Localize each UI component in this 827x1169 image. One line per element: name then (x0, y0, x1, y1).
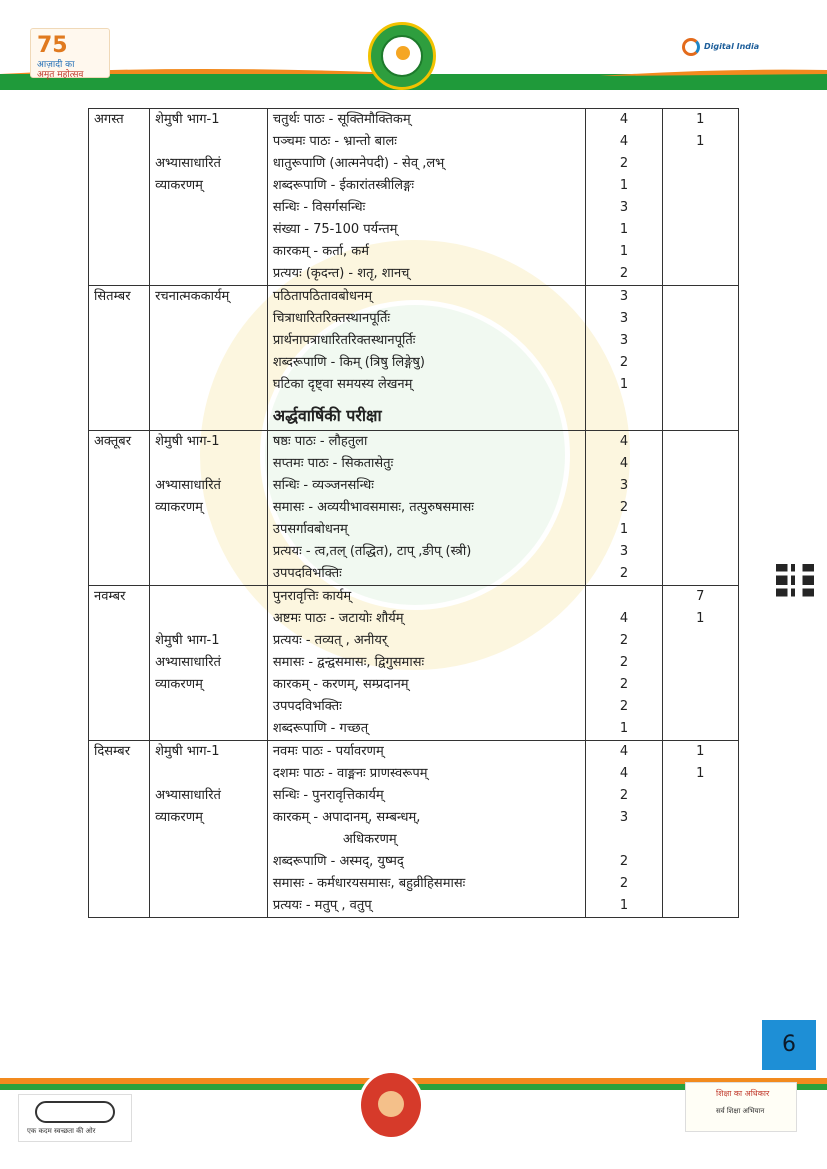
swachh-bharat-logo: एक कदम स्वच्छता की ओर (18, 1094, 132, 1142)
extra-cell (662, 431, 738, 586)
month-cell: नवम्बर (89, 586, 150, 741)
digital-india-logo: Digital India (680, 36, 770, 66)
topic-cell: पुनरावृत्तिः कार्यम् अष्टमः पाठः - जटायोः शौर्यम् प्रत्ययः - तव्यत् , अनीयर् समासः - द्वन्द्वसमासः, द्विगुसमासः कारकम् - करणम्, सम्प्रदानम् उपपदविभक्तिः शब्दरूपाणि - गच्छत् (267, 586, 585, 741)
half-yearly-exam-heading: अर्द्धवार्षिकी परीक्षा (272, 406, 382, 425)
topic-cell: षष्ठः पाठः - लौहतुला सप्तमः पाठः - सिकतासेतुः सन्धिः - व्यञ्जनसन्धिः समासः - अव्ययीभावसमासः, तत्पुरुषसमासः उपसर्गावबोधनम् प्रत्ययः - त्व,तल् (तद्धित), टाप् ,ङीप् (स्त्री) उपपदविभक्तिः (267, 431, 585, 586)
month-cell: सितम्बर (89, 286, 150, 431)
periods-cell: 4 4 2 3 2 2 1 (586, 741, 662, 918)
book-cell: शेमुषी भाग-1 अभ्यासाधारितं व्याकरणम् (150, 586, 268, 741)
beti-bachao-logo (358, 1070, 424, 1140)
month-cell: अक्तूबर (89, 431, 150, 586)
periods-cell: 4 4 2 1 3 1 1 2 (586, 109, 662, 286)
extra-cell: 1 1 (662, 741, 738, 918)
table-row-october (89, 431, 739, 586)
month-cell: अगस्त (89, 109, 150, 286)
extra-cell (662, 286, 738, 431)
table-row-august (89, 109, 739, 286)
page-number: 6 (762, 1020, 816, 1070)
table-row-november (89, 586, 739, 741)
table-row-december (89, 741, 739, 918)
periods-cell: 4 2 2 2 2 1 (586, 586, 662, 741)
shiksha-ka-adhikar-logo: शिक्षा का अधिकार सर्व शिक्षा अभियान (685, 1082, 797, 1132)
month-cell: दिसम्बर (89, 741, 150, 918)
topic-cell: चतुर्थः पाठः - सूक्तिमौक्तिकम् पञ्चमः पाठः - भ्रान्तो बालः धातुरूपाणि (आत्मनेपदी) - सेव् ,लभ् शब्दरूपाणि - ईकारांतस्त्रीलिङ्गः सन्धिः - विसर्गसन्धिः संख्या - 75-100 पर्यन्तम् कारकम् - कर्ता, कर्म प्रत्ययः (कृदन्त) - शतृ, शानच् (267, 109, 585, 286)
periods-cell: 4 4 3 2 1 3 2 (586, 431, 662, 586)
topic-cell: पठितापठितावबोधनम् चित्राधारितरिक्तस्थानपूर्तिः प्रार्थनापत्राधारितरिक्तस्थानपूर्तिः शब्दरूपाणि - किम् (त्रिषु लिङ्गेषु) घटिका दृष्ट्वा समयस्य लेखनम् अर्द्धवार्षिकी परीक्षा (267, 286, 585, 431)
table-row-september (89, 286, 739, 431)
qr-code (776, 564, 814, 602)
book-cell: शेमुषी भाग-1 अभ्यासाधारितं व्याकरणम् (150, 109, 268, 286)
book-cell: रचनात्मककार्यम् (150, 286, 268, 431)
board-emblem-logo (368, 22, 436, 90)
book-cell: शेमुषी भाग-1 अभ्यासाधारितं व्याकरणम् (150, 741, 268, 918)
extra-cell: 1 1 (662, 109, 738, 286)
topic-cell: नवमः पाठः - पर्यावरणम् दशमः पाठः - वाङ्मनः प्राणस्वरूपम् सन्धिः - पुनरावृत्तिकार्यम् कारकम् - अपादानम्, सम्बन्धम्, अधिकरणम् शब्दरूपाणि - अस्मद्, युष्मद् समासः - कर्मधारयसमासः, बहुव्रीहिसमासः प्रत्ययः - मतुप् , वतुप् (267, 741, 585, 918)
book-cell: शेमुषी भाग-1 अभ्यासाधारितं व्याकरणम् (150, 431, 268, 586)
extra-cell: 7 1 (662, 586, 738, 741)
syllabus-table (88, 108, 739, 918)
periods-cell: 3 3 3 2 1 (586, 286, 662, 431)
azadi-ka-amrit-mahotsav-logo: 75 आज़ादी का अमृत महोत्सव (30, 28, 110, 78)
